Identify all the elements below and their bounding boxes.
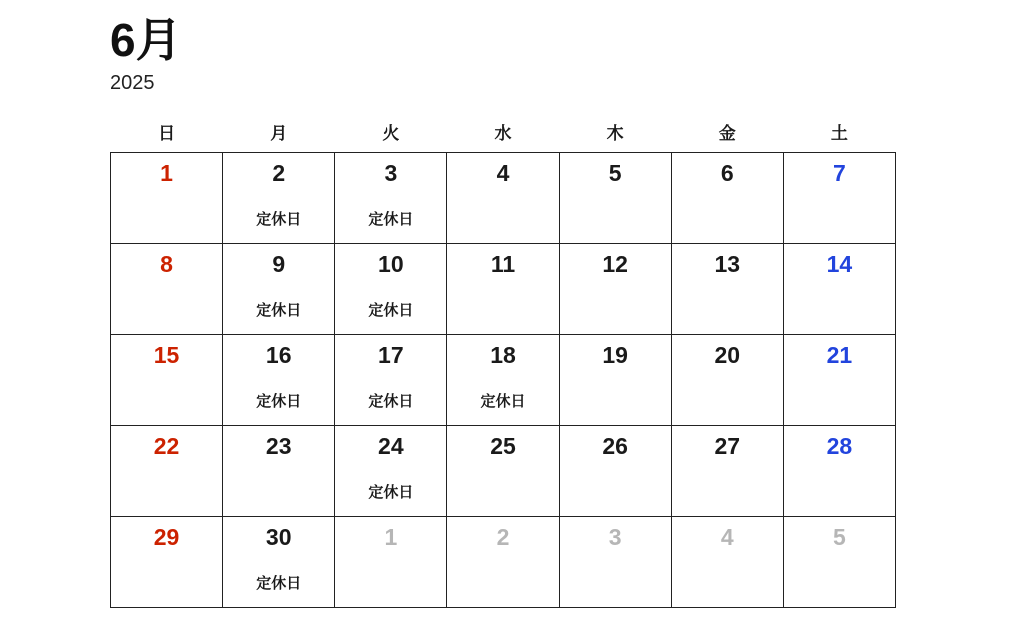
day-number-cell[interactable]: 20 xyxy=(671,335,783,376)
weekday-header-3: 水 xyxy=(494,123,512,143)
day-note-cell[interactable]: 定休日 xyxy=(335,193,447,244)
day-number-cell[interactable]: 14 xyxy=(783,244,895,285)
day-note-cell[interactable]: 定休日 xyxy=(223,375,335,426)
weekday-header-4: 木 xyxy=(606,123,624,143)
day-number-cell[interactable]: 30 xyxy=(223,517,335,558)
calendar-body xyxy=(111,153,896,608)
day-number-cell[interactable]: 8 xyxy=(111,244,223,285)
day-note-cell[interactable] xyxy=(671,557,783,608)
day-note-cell[interactable] xyxy=(783,193,895,244)
day-number-cell[interactable]: 23 xyxy=(223,426,335,467)
year-label: 2025 xyxy=(110,72,155,94)
day-note-cell[interactable] xyxy=(559,193,671,244)
day-note-cell[interactable] xyxy=(783,284,895,335)
day-note-cell[interactable] xyxy=(671,193,783,244)
day-note-cell[interactable]: 定休日 xyxy=(223,284,335,335)
day-number-cell[interactable]: 19 xyxy=(559,335,671,376)
calendar-head xyxy=(111,118,896,153)
day-number-cell[interactable]: 7 xyxy=(783,153,895,194)
weekday-header-6: 土 xyxy=(830,123,848,143)
day-note-cell[interactable] xyxy=(447,557,559,608)
day-note-cell[interactable]: 定休日 xyxy=(335,284,447,335)
day-note-cell[interactable] xyxy=(559,466,671,517)
day-number-cell[interactable]: 21 xyxy=(783,335,895,376)
week-note-row xyxy=(111,466,896,517)
week-note-row xyxy=(111,557,896,608)
day-note-cell[interactable] xyxy=(447,466,559,517)
day-note-cell[interactable] xyxy=(111,193,223,244)
day-number-cell[interactable]: 3 xyxy=(559,517,671,558)
day-number-cell[interactable]: 2 xyxy=(447,517,559,558)
calendar-header xyxy=(110,14,182,94)
month-title: 6月 xyxy=(110,14,182,66)
day-number-cell[interactable]: 13 xyxy=(671,244,783,285)
week-number-row xyxy=(111,153,896,194)
day-note-cell[interactable] xyxy=(783,375,895,426)
day-number-cell[interactable]: 11 xyxy=(447,244,559,285)
day-number-cell[interactable]: 2 xyxy=(223,153,335,194)
week-note-row xyxy=(111,284,896,335)
day-note-cell[interactable] xyxy=(111,375,223,426)
day-number-cell[interactable]: 5 xyxy=(783,517,895,558)
day-number-cell[interactable]: 5 xyxy=(559,153,671,194)
day-note-cell[interactable] xyxy=(559,375,671,426)
day-note-cell[interactable] xyxy=(111,557,223,608)
week-number-row xyxy=(111,426,896,467)
day-note-cell[interactable] xyxy=(671,284,783,335)
day-note-cell[interactable] xyxy=(671,466,783,517)
day-number-cell[interactable]: 1 xyxy=(335,517,447,558)
week-number-row xyxy=(111,244,896,285)
day-note-cell[interactable] xyxy=(671,375,783,426)
day-note-cell[interactable] xyxy=(783,557,895,608)
day-number-cell[interactable]: 18 xyxy=(447,335,559,376)
day-number-cell[interactable]: 1 xyxy=(111,153,223,194)
day-note-cell[interactable] xyxy=(447,284,559,335)
day-number-cell[interactable]: 16 xyxy=(223,335,335,376)
day-note-cell[interactable] xyxy=(447,193,559,244)
week-note-row xyxy=(111,193,896,244)
day-number-cell[interactable]: 4 xyxy=(671,517,783,558)
calendar-table xyxy=(110,118,896,608)
day-note-cell[interactable]: 定休日 xyxy=(335,375,447,426)
day-number-cell[interactable]: 26 xyxy=(559,426,671,467)
day-number-cell[interactable]: 15 xyxy=(111,335,223,376)
day-number-cell[interactable]: 12 xyxy=(559,244,671,285)
day-number-cell[interactable]: 10 xyxy=(335,244,447,285)
calendar-grid xyxy=(110,118,896,608)
week-number-row xyxy=(111,335,896,376)
day-note-cell[interactable] xyxy=(559,284,671,335)
day-number-cell[interactable]: 25 xyxy=(447,426,559,467)
day-number-cell[interactable]: 27 xyxy=(671,426,783,467)
day-number-cell[interactable]: 28 xyxy=(783,426,895,467)
day-note-cell[interactable] xyxy=(783,466,895,517)
day-note-cell[interactable]: 定休日 xyxy=(223,193,335,244)
weekday-header-5: 金 xyxy=(718,123,736,143)
week-note-row xyxy=(111,375,896,426)
day-note-cell[interactable] xyxy=(559,557,671,608)
day-number-cell[interactable]: 22 xyxy=(111,426,223,467)
day-note-cell[interactable]: 定休日 xyxy=(447,375,559,426)
day-number-cell[interactable]: 6 xyxy=(671,153,783,194)
weekday-header-1: 月 xyxy=(270,123,288,143)
day-number-cell[interactable]: 17 xyxy=(335,335,447,376)
day-note-cell[interactable]: 定休日 xyxy=(335,466,447,517)
day-note-cell[interactable] xyxy=(111,284,223,335)
day-number-cell[interactable]: 4 xyxy=(447,153,559,194)
weekday-header-0: 日 xyxy=(158,123,176,143)
day-note-cell[interactable] xyxy=(223,466,335,517)
day-note-cell[interactable] xyxy=(335,557,447,608)
day-note-cell[interactable] xyxy=(111,466,223,517)
weekday-header-2: 火 xyxy=(382,123,400,143)
day-number-cell[interactable]: 24 xyxy=(335,426,447,467)
day-note-cell[interactable]: 定休日 xyxy=(223,557,335,608)
weekday-header-row xyxy=(111,118,896,153)
day-number-cell[interactable]: 29 xyxy=(111,517,223,558)
week-number-row xyxy=(111,517,896,558)
day-number-cell[interactable]: 3 xyxy=(335,153,447,194)
day-number-cell[interactable]: 9 xyxy=(223,244,335,285)
